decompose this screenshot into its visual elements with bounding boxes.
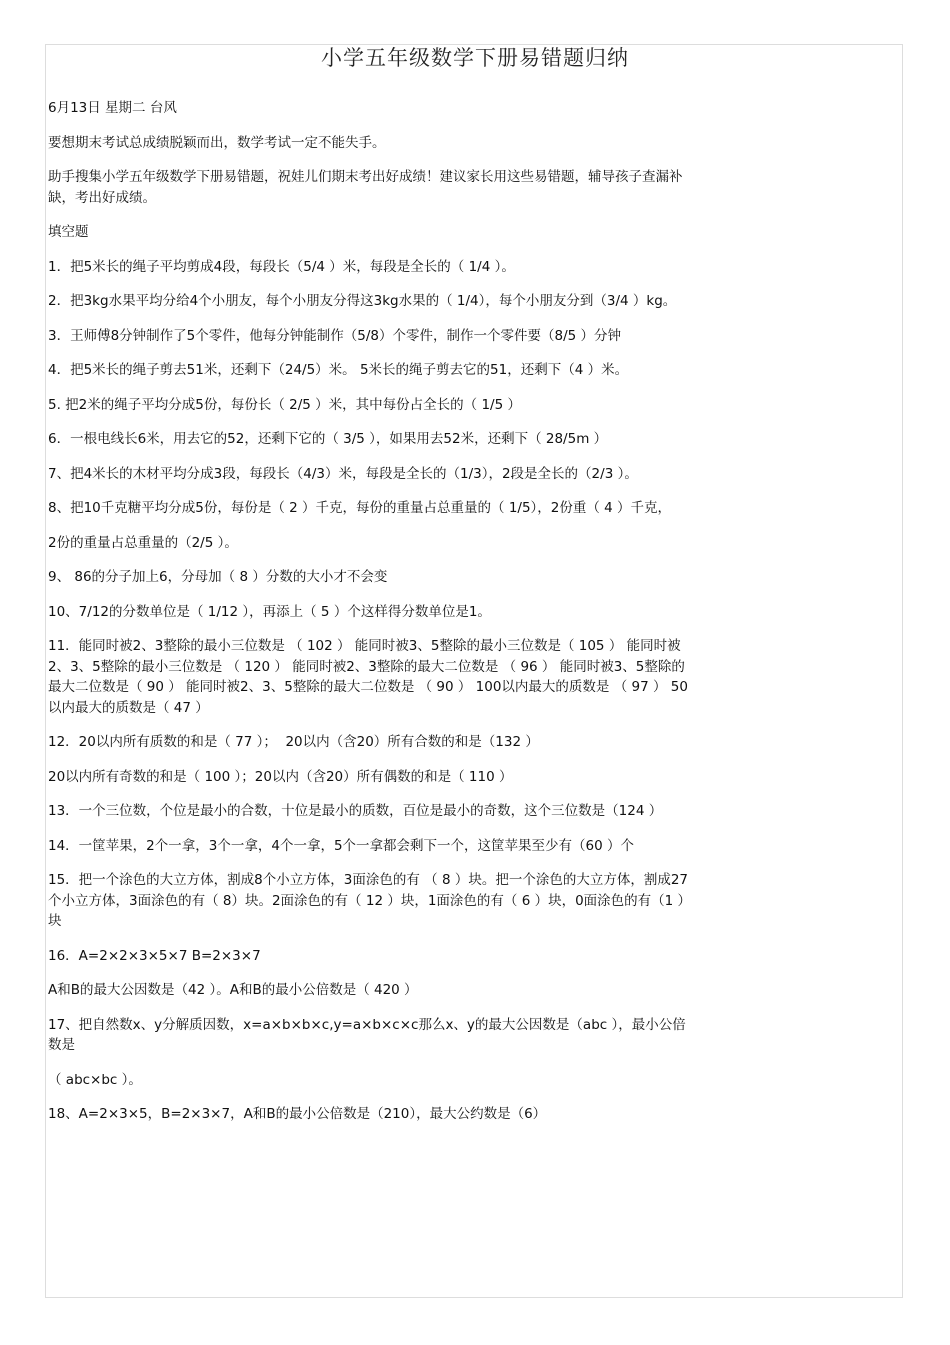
question-item: 20以内所有奇数的和是（ 100 ）；20以内（含20）所有偶数的和是（ 110 ） <box>48 768 513 785</box>
question-item: 5. 把2米的绳子平均分成5份，每份长（ 2/5 ）米，其中每份占全长的（ 1/5 ） <box>48 396 521 413</box>
question-item: 2．把3kg水果平均分给4个小朋友，每个小朋友分得这3kg水果的（ 1/4），每个小朋友分到（3/4 ）kg。 <box>48 293 677 309</box>
question-item: 3．王师傅8分钟制作了5个零件，他每分钟能制作（5/8）个零件，制作一个零件要（8/5 ）分钟 <box>48 327 622 344</box>
question-item: 17、把自然数x、y分解质因数，x=a×b×b×c,y=a×b×c×c那么x、y的最大公因数是（abc ），最小公倍数是 <box>48 1016 686 1053</box>
question-item: 13．一个三位数，个位是最小的合数，十位是最小的质数，百位是最小的奇数，这个三位数是（124 ） <box>48 803 663 819</box>
question-item: 1．把5米长的绳子平均剪成4段，每段长（5/4 ）米，每段是全长的（ 1/4 ）。 <box>48 258 515 275</box>
question-item: 18、A=2×3×5，B=2×3×7，A和B的最小公倍数是（210），最大公约数是（6） <box>48 1106 547 1122</box>
question-item: 10、7/12的分数单位是（ 1/12 ），再添上（ 5 ）个这样得分数单位是1。 <box>48 603 491 620</box>
page-title: 小学五年级数学下册易错题归纳 <box>321 46 629 70</box>
question-item: A和B的最大公因数是（42 ）。A和B的最小公倍数是（ 420 ） <box>48 982 418 998</box>
question-item: 7、把4米长的木材平均分成3段，每段长（4/3）米，每段是全长的（1/3），2段是全长的（2/3 ）。 <box>48 465 638 482</box>
question-item: （ abc×bc ）。 <box>48 1071 142 1088</box>
question-item: 4．把5米长的绳子剪去51米，还剩下（24/5）米。 5米长的绳子剪去它的51，还剩下（4 ）米。 <box>48 362 629 378</box>
question-item: 9、 86的分子加上6，分母加（ 8 ）分数的大小才不会变 <box>48 569 388 585</box>
intro-paragraph: 要想期末考试总成绩脱颖而出，数学考试一定不能失手。 <box>48 134 386 151</box>
date-line: 6月13日 星期二 台风 <box>48 100 177 116</box>
question-item: 15．把一个涂色的大立方体，割成8个小立方体，3面涂色的有 （ 8 ）块。把一个涂色的大立方体，割成27个小立方体，3面涂色的有（ 8）块。2面涂色的有（ 12 ）块，1面涂色的有（ 6 ）块，0面涂色的有（1 ）块 <box>48 872 688 929</box>
question-item: 2份的重量占总重量的（2/5 ）。 <box>48 534 238 551</box>
intro-paragraph: 助手搜集小学五年级数学下册易错题，祝娃儿们期末考出好成绩！建议家长用这些易错题，辅导孩子查漏补缺，考出好成绩。 <box>48 169 683 206</box>
question-item: 6．一根电线长6米，用去它的52，还剩下它的（ 3/5 ），如果用去52米，还剩下（ 28/5m ） <box>48 431 608 447</box>
question-item: 11．能同时被2、3整除的最小三位数是 （ 102 ） 能同时被3、5整除的最小三位数是（ 105 ） 能同时被2、3、5整除的最小三位数是 （ 120 ） 能同时被2、3整除的最大二位数是 （ 96 ） 能同时被3、5整除的最大二位数是（ 90 ） 能同时被2、3、5整除的最大二位数是 （ 90 ） 100以内最大的质数是 （ 97 ） 50以内最大的质数是（ 47 ） <box>48 638 688 716</box>
question-item: 14．一筐苹果，2个一拿，3个一拿，4个一拿，5个一拿都会剩下一个，这筐苹果至少有（60 ）个 <box>48 837 635 854</box>
question-item: 8、把10千克糖平均分成5份，每份是（ 2 ）千克，每份的重量占总重量的（ 1/5），2份重（ 4 ）千克， <box>48 500 672 516</box>
section-heading: 填空题 <box>48 224 89 240</box>
document-body <box>48 98 690 1139</box>
question-item: 12．20以内所有质数的和是（ 77 ）； 20以内（含20）所有合数的和是（132 ） <box>48 734 539 750</box>
question-item: 16．A=2×2×3×5×7 B=2×3×7 <box>48 947 261 964</box>
